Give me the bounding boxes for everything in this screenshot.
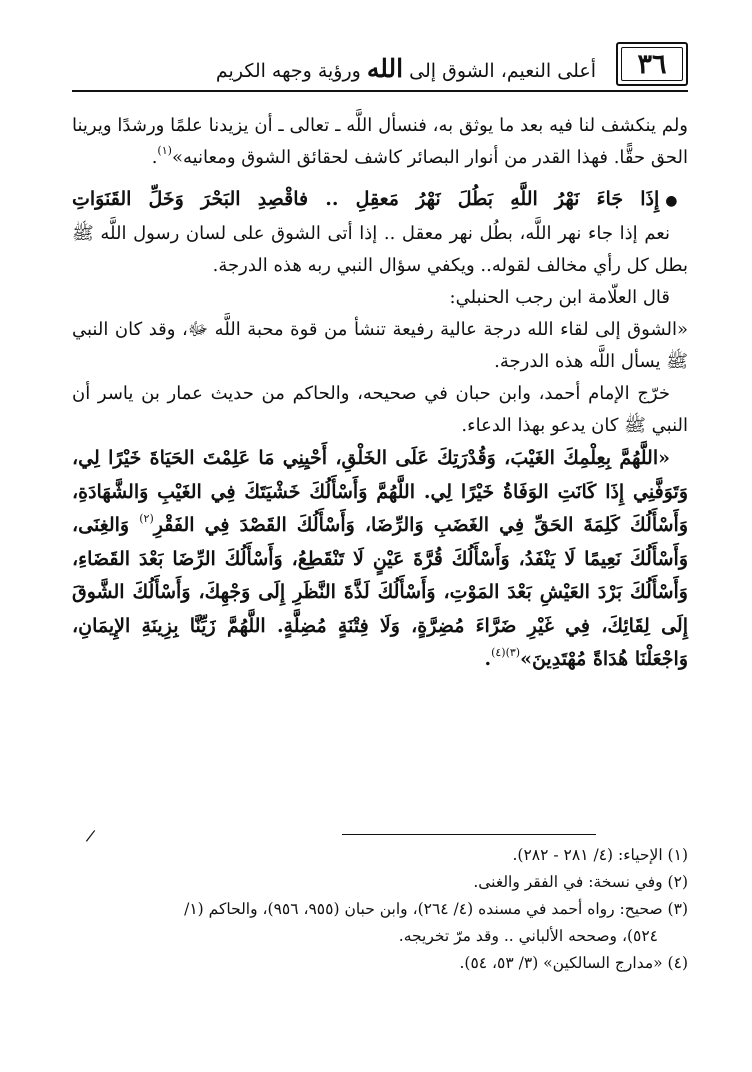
running-title-end: ورؤية وجهه الكريم bbox=[215, 60, 361, 82]
paragraph-intro-text: ولم ينكشف لنا فيه بعد ما يوثق به، فنسأل اللَّه ـ تعالى ـ أن يزيدنا علمًا ورشدًا ويرينا الحق حقًّا. فهذا القدر من أنوار البصائر كاشف لحقائق الشوق ومعانيه» bbox=[72, 115, 688, 168]
dua-quote-part-2: وَالغِنَى، وَأَسْأَلُكَ نَعِيمًا لَا يَنْفَدُ، وَأَسْأَلُكَ قُرَّةَ عَيْنٍ لَا تَنْقَطِعُ، وَأَسْأَلُكَ الرِّضَا بَعْدَ القَضَاءِ، وَأَسْأَلُكَ بَرْدَ العَيْشِ بَعْدَ المَوْتِ، وَأَسْأَلُكَ لَذَّةَ النَّظَرِ إِلَى وَجْهِكَ، وَأَسْأَلُكَ الشَّوقَ إِلَى لِقَائِكَ، فِي غَيْرِ ضَرَّاءَ مُضِرَّةٍ، وَلَا فِتْنَةٍ مُضِلَّةٍ. اللَّهُمَّ زَيِّنَّا بِزِينَةِ الإِيمَانِ، وَاجْعَلْنَا هُدَاةً مُهْتَدِينَ» bbox=[72, 514, 688, 670]
footnote-3-continued: ٥٢٤)، وصححه الألباني .. وقد مرّ تخريجه. bbox=[398, 927, 658, 945]
paragraph-commentary: نعم إذا جاء نهر اللَّه، بطُل نهر معقل .. إذا أتى الشوق على لسان رسول اللَّه ﷺ بطل كل رأي مخالف لقوله.. ويكفي سؤال النبي ربه هذه الدرجة. bbox=[72, 223, 688, 276]
footnote-ref-4[interactable]: (٤) bbox=[491, 646, 506, 659]
paragraph-intro: ولم ينكشف لنا فيه بعد ما يوثق به، فنسأل اللَّه ـ تعالى ـ أن يزيدنا علمًا ورشدًا ويرينا الحق حقًّا. فهذا القدر من أنوار البصائر كاشف لحقائق الشوق ومعانيه»$^{(١)}$. bbox=[72, 115, 688, 168]
footnote-ref-2[interactable]: (٢) bbox=[139, 512, 154, 525]
footnote-ref-3[interactable]: (٣) bbox=[505, 646, 521, 659]
stray-pen-mark: / bbox=[84, 825, 97, 846]
footnote-1: (١) الإحياء: (٤/ ٢٨١ - ٢٨٢). bbox=[512, 846, 688, 864]
running-title bbox=[72, 54, 596, 83]
page-number: ٣٦ bbox=[637, 48, 667, 80]
running-title-start: أعلى النعيم، الشوق إلى bbox=[409, 60, 596, 82]
poetry-verse bbox=[72, 182, 688, 218]
footnote-3: (٣) صحيح: رواه أحمد في مسنده (٤/ ٢٦٤)، وابن حبان (٩٥٥، ٩٥٦)، والحاكم (١/ bbox=[184, 900, 688, 918]
footnote-separator bbox=[342, 834, 596, 835]
paragraph-hadith-source: خرّج الإمام أحمد، وابن حبان في صحيحه، والحاكم من حديث عمار بن ياسر أن النبي ﷺ كان يدعو بهذا الدعاء. bbox=[72, 383, 688, 436]
paragraph-quote: «الشوق إلى لقاء الله درجة عالية رفيعة تنشأ من قوة محبة اللَّه ﷻ، وقد كان النبي ﷺ يسأل اللَّه هذه الدرجة. bbox=[72, 319, 688, 372]
page-header bbox=[72, 30, 688, 90]
verse-bullet-icon: ● bbox=[665, 193, 688, 209]
footnote-4: (٤) «مدارج السالكين» (٣/ ٥٣، ٥٤). bbox=[459, 954, 688, 972]
page-number-box bbox=[616, 42, 688, 86]
paragraph-attribution: قال العلّامة ابن رجب الحنبلي: bbox=[449, 287, 670, 308]
page-body bbox=[72, 110, 688, 677]
dua-quote: «اللَّهُمَّ بِعِلْمِكَ الغَيْبَ، وَقُدْرَتِكَ عَلَى الخَلْقِ، أَحْيِنِي مَا عَلِمْتَ الحَيَاةَ خَيْرًا لِي، وَتَوَفَّنِي إِذَا كَانَتِ الوَفَاةُ خَيْرًا لِي. اللَّهُمَّ وَأَسْأَلُكَ خَشْيَتَكَ فِي الغَيْبِ وَالشَّهَادَةِ، وَأَسْأَلُكَ كَلِمَةَ الحَقِّ فِي الغَضَبِ وَالرِّضَا، وَأَسْأَلُكَ القَصْدَ فِي الفَقْرِ$^{(٢)}$ وَالغِنَى، وَأَسْأَلُكَ نَعِيمًا لَا يَنْفَدُ، وَأَسْأَلُكَ قُرَّةَ عَيْنٍ لَا تَنْقَطِعُ، وَأَسْأَلُكَ الرِّضَا بَعْدَ القَضَاءِ، وَأَسْأَلُكَ بَرْدَ العَيْشِ بَعْدَ المَوْتِ، وَأَسْأَلُكَ لَذَّةَ النَّظَرِ إِلَى وَجْهِكَ، وَأَسْأَلُكَ الشَّوقَ إِلَى لِقَائِكَ، فِي غَيْرِ ضَرَّاءَ مُضِرَّةٍ، وَلَا فِتْنَةٍ مُضِلَّةٍ. اللَّهُمَّ زَيِّنَّا بِزِينَةِ الإِيمَانِ، وَاجْعَلْنَا هُدَاةً مُهْتَدِينَ»$^{(٣)(٤)}$. bbox=[72, 447, 688, 670]
running-title-allah: الله bbox=[366, 54, 404, 83]
footnote-2: (٢) وفي نسخة: في الفقر والغنى. bbox=[473, 873, 688, 891]
footnotes bbox=[72, 842, 688, 977]
header-rule bbox=[72, 90, 688, 92]
footnote-ref-1[interactable]: (١) bbox=[157, 144, 172, 157]
dua-quote-part-1: «اللَّهُمَّ بِعِلْمِكَ الغَيْبَ، وَقُدْرَتِكَ عَلَى الخَلْقِ، أَحْيِنِي مَا عَلِمْتَ الحَيَاةَ خَيْرًا لِي، وَتَوَفَّنِي إِذَا كَانَتِ الوَفَاةُ خَيْرًا لِي. اللَّهُمَّ وَأَسْأَلُكَ خَشْيَتَكَ فِي الغَيْبِ وَالشَّهَادَةِ، وَأَسْأَلُكَ كَلِمَةَ الحَقِّ فِي الغَضَبِ وَالرِّضَا، وَأَسْأَلُكَ القَصْدَ فِي الفَقْرِ bbox=[72, 447, 688, 536]
poetry-verse-text: إِذَا جَاءَ نَهْرُ اللَّهِ بَطُلَ نَهْرُ مَعقِلِ .. فاقْصِدِ البَحْرَ وَخَلِّ القَنَوَاتِ bbox=[72, 188, 660, 210]
